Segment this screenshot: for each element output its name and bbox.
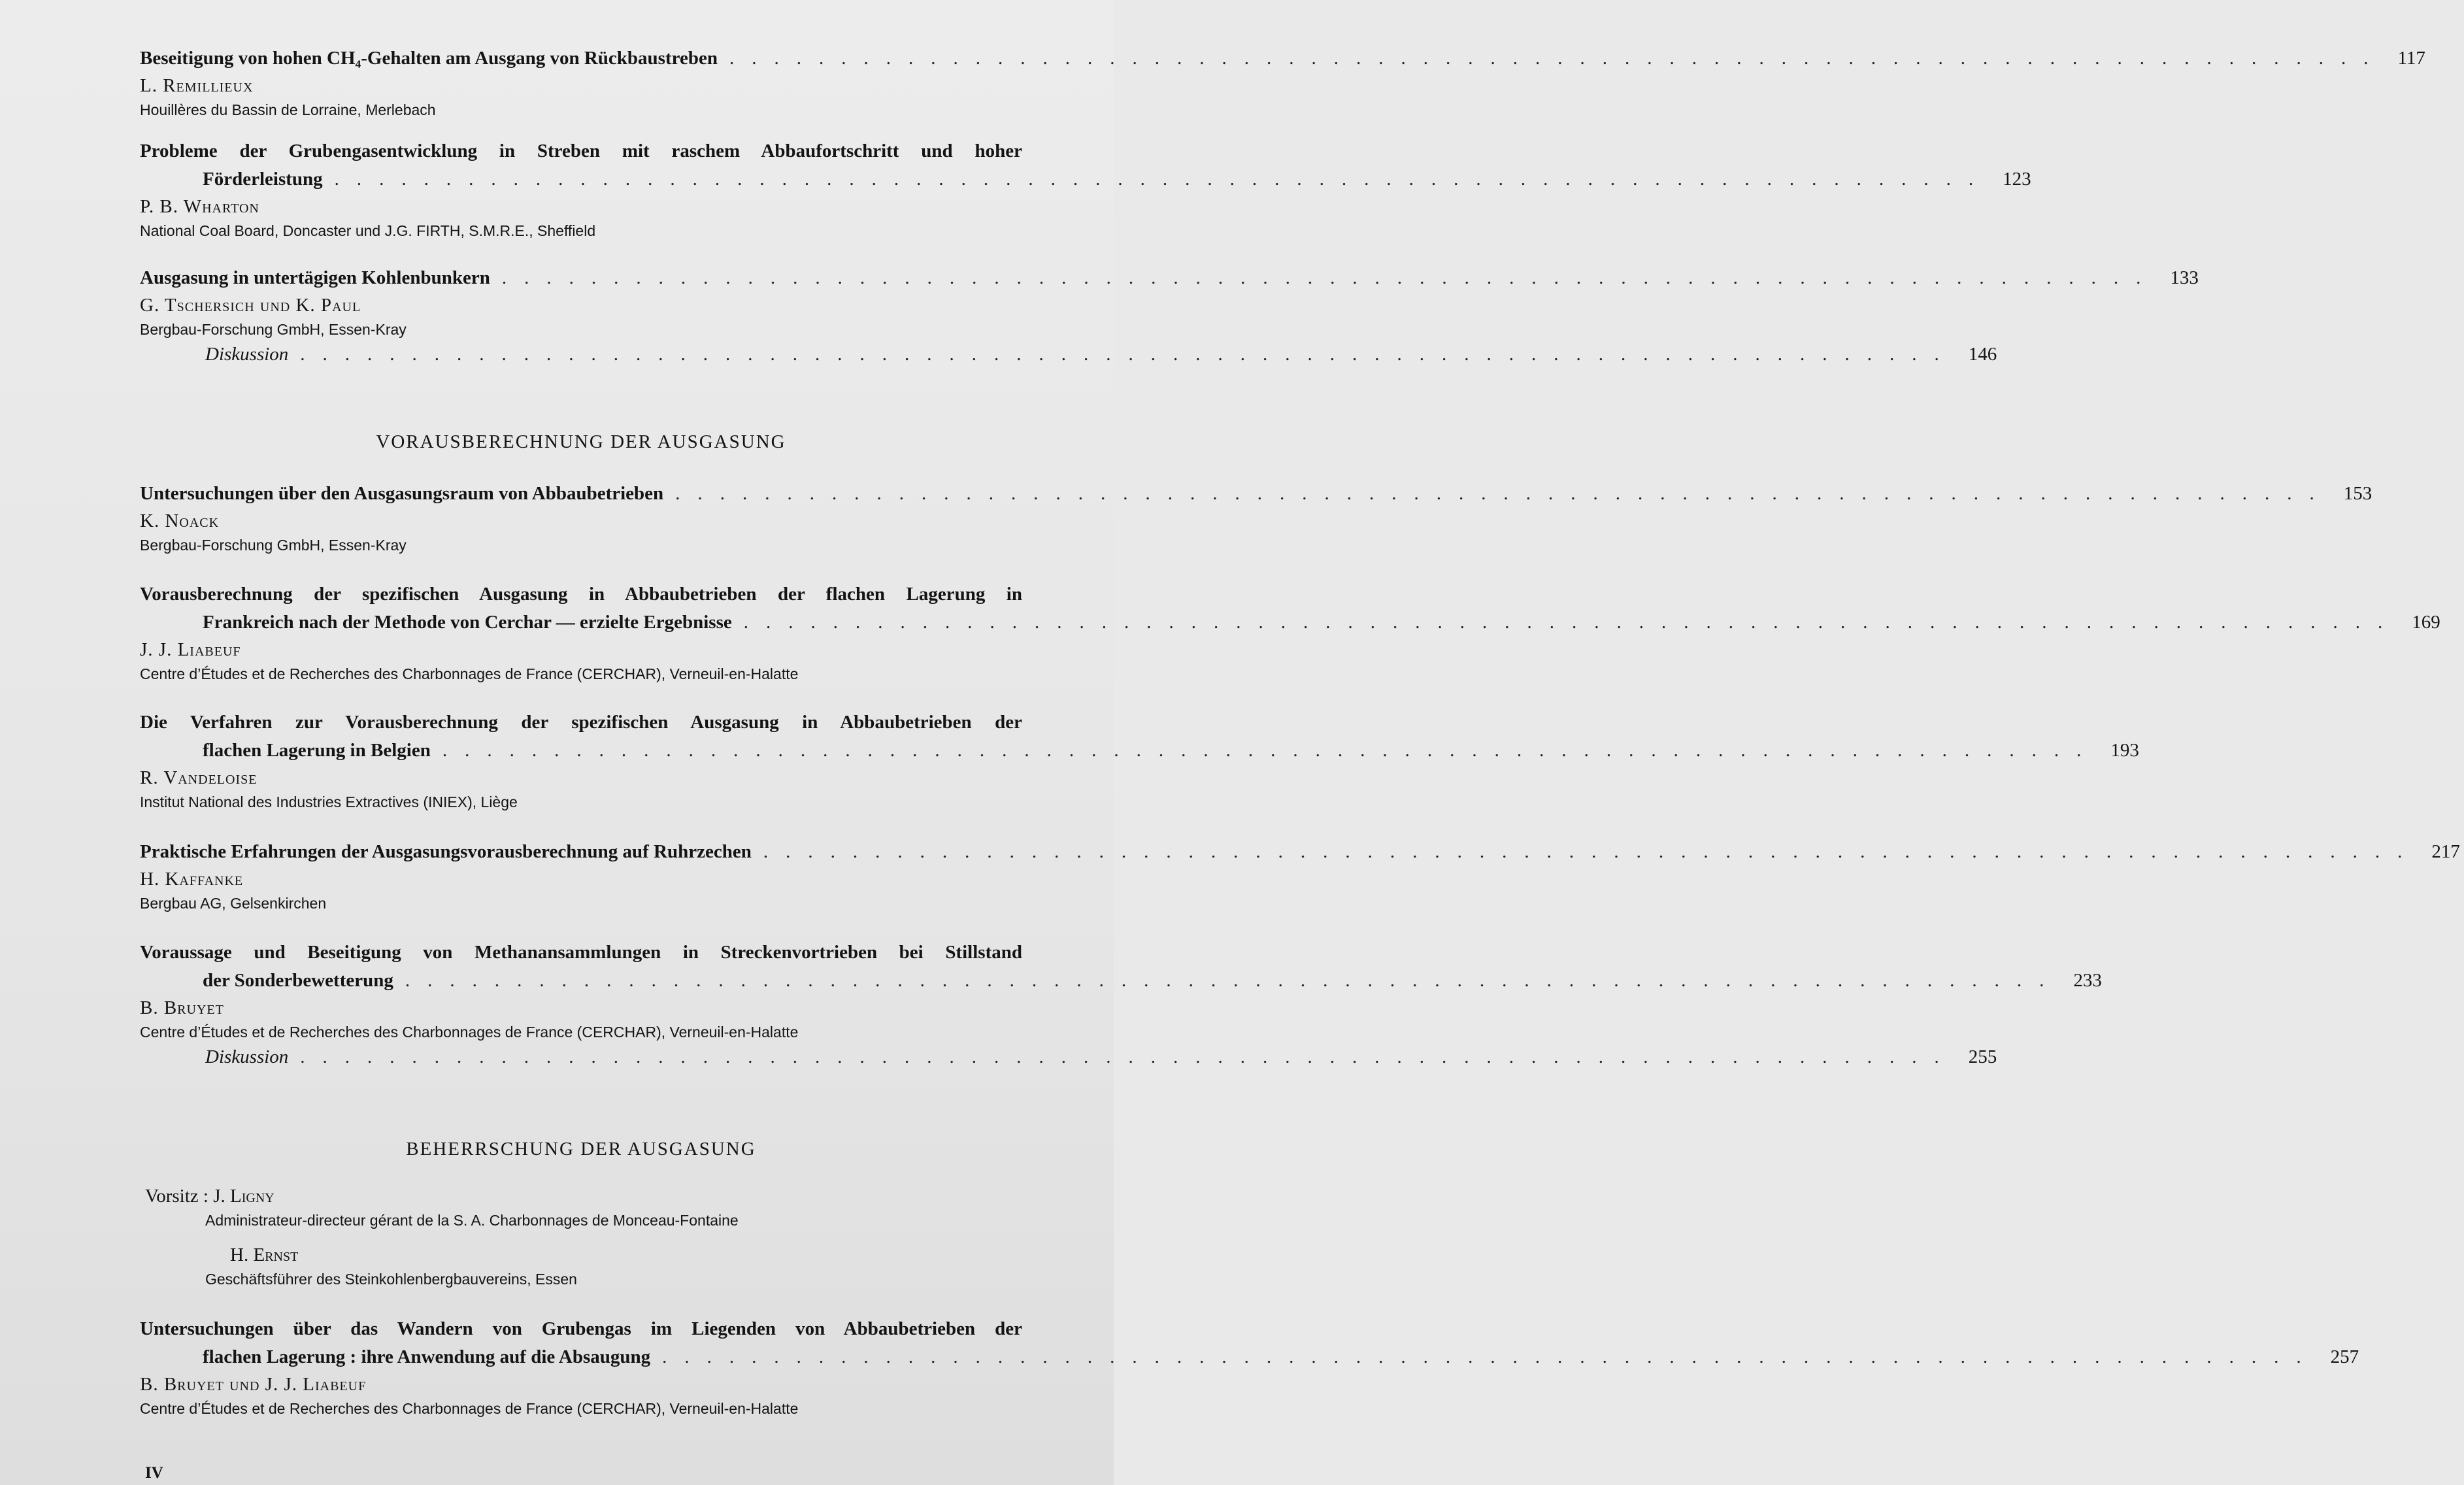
- chair-label: Vorsitz :: [145, 1186, 208, 1207]
- toc-entry: [140, 137, 2031, 242]
- entry-title-line: Untersuchungen über das Wandern von Grubengas im Liegenden von Abbaubetrieben der: [140, 1318, 1022, 1339]
- entry-author: H. Kaffanke: [140, 869, 244, 890]
- page-number: 123: [2003, 169, 2031, 190]
- chair-affiliation: Geschäftsführer des Steinkohlenbergbauvereins, Essen: [205, 1271, 577, 1288]
- entry-title-line: [140, 609, 2440, 637]
- leader-dots: ..........................................................................: [729, 48, 2386, 69]
- entry-title: Praktische Erfahrungen der Ausgasungsvorausberechnung auf Ruhrzechen: [140, 841, 752, 862]
- page-folio: IV: [145, 1464, 163, 1482]
- page-number: 153: [2343, 483, 2372, 504]
- entry-author: K. Noack: [140, 510, 220, 531]
- toc-entry: [140, 580, 2440, 685]
- leader-dots: ..........................................................................: [763, 841, 2420, 862]
- section-heading: BEHERRSCHUNG DER AUSGASUNG: [406, 1139, 756, 1160]
- entry-author: P. B. Wharton: [140, 196, 259, 217]
- entry-affiliation: Institut National des Industries Extractives (INIEX), Liège: [140, 793, 518, 810]
- entry-affiliation: Centre d’Études et de Recherches des Charbonnages de France (CERCHAR), Verneuil-en-Halatte: [140, 1024, 799, 1041]
- entry-title: Frankreich nach der Methode von Cerchar — erzielte Ergebnisse: [203, 612, 732, 633]
- page-number: 193: [2110, 740, 2139, 761]
- toc-entry: [140, 44, 2425, 121]
- entry-affiliation: Bergbau AG, Gelsenkirchen: [140, 895, 327, 912]
- entry-title-line: Voraussage und Beseitigung von Methanansammlungen in Streckenvortrieben bei Stillstand: [140, 942, 1022, 963]
- entry-title-line: [140, 264, 2199, 292]
- page-number: 146: [1968, 344, 1997, 365]
- leader-dots: ..........................................................................: [405, 970, 2062, 991]
- leader-dots: ..........................................................................: [501, 267, 2159, 288]
- entry-author: B. Bruyet und J. J. Liabeuf: [140, 1374, 367, 1395]
- page-number: 233: [2073, 970, 2102, 991]
- leader-dots: ..........................................................................: [675, 483, 2332, 504]
- entry-author: J. J. Liabeuf: [140, 639, 241, 660]
- entry-author: G. Tschersich und K. Paul: [140, 295, 361, 316]
- entry-title-line: Die Verfahren zur Vorausberechnung der spezifischen Ausgasung in Abbaubetrieben der: [140, 712, 1022, 733]
- leader-dots: ..........................................................................: [743, 612, 2401, 633]
- entry-affiliation: Centre d’Études et de Recherches des Charbonnages de France (CERCHAR), Verneuil-en-Halatte: [140, 1400, 799, 1417]
- entry-affiliation: Houillères du Bassin de Lorraine, Merlebach: [140, 101, 436, 118]
- entry-title: der Sonderbewetterung: [203, 970, 393, 991]
- toc-entry: [140, 838, 2460, 914]
- toc-entry: [140, 939, 2102, 1071]
- chair-line: [145, 1183, 1021, 1209]
- entry-title-line: [140, 480, 2372, 508]
- discussion-label: Diskussion: [205, 1046, 289, 1067]
- section-heading: VORAUSBERECHNUNG DER AUSGASUNG: [376, 431, 786, 452]
- entry-title-line: [140, 1343, 2359, 1371]
- page-number: 133: [2170, 267, 2199, 288]
- entry-title-line: Probleme der Grubengasentwicklung in Streben mit raschem Abbaufortschritt und hoher: [140, 141, 1022, 161]
- chair-person: H. Ernst: [230, 1244, 299, 1265]
- toc-entry: [140, 1315, 2359, 1420]
- leader-dots: ..........................................................................: [442, 740, 2099, 761]
- entry-title: flachen Lagerung : ihre Anwendung auf die Absaugung: [203, 1346, 651, 1367]
- entry-title-line: [140, 165, 2031, 193]
- entry-title-line: Vorausberechnung der spezifischen Ausgasung in Abbaubetrieben der flachen Lagerung in: [140, 584, 1022, 605]
- entry-title: Ausgasung in untertägigen Kohlenbunkern: [140, 267, 490, 288]
- entry-title: flachen Lagerung in Belgien: [203, 740, 431, 761]
- entry-title: Beseitigung von hohen CH₄-Gehalten am Ausgang von Rückbaustreben: [140, 48, 718, 69]
- entry-affiliation: Centre d’Études et de Recherches des Charbonnages de France (CERCHAR), Verneuil-en-Halatte: [140, 665, 799, 682]
- entry-author: R. Vandeloise: [140, 767, 258, 788]
- page-number: 217: [2431, 841, 2460, 862]
- toc-entry: [140, 480, 2372, 556]
- discussion-line: [140, 341, 1997, 369]
- entry-affiliation: Bergbau-Forschung GmbH, Essen-Kray: [140, 537, 407, 554]
- entry-title-line: [140, 838, 2460, 866]
- entry-title-line: [140, 737, 2139, 765]
- entry-title: Förderleistung: [203, 169, 323, 190]
- chair-affiliation: Administrateur-directeur gérant de la S. A. Charbonnages de Monceau-Fontaine: [205, 1212, 739, 1229]
- page-number: 169: [2412, 612, 2440, 633]
- chair-person: J. Ligny: [213, 1186, 275, 1207]
- entry-author: L. Remillieux: [140, 75, 254, 96]
- toc-entry: [140, 709, 2139, 813]
- entry-affiliation: National Coal Board, Doncaster und J.G. FIRTH, S.M.R.E., Sheffield: [140, 222, 596, 239]
- leader-dots: ..........................................................................: [300, 1046, 1957, 1067]
- entry-title-line: [140, 967, 2102, 995]
- page-number: 117: [2397, 48, 2425, 69]
- discussion-line: [140, 1043, 1997, 1071]
- entry-affiliation: Bergbau-Forschung GmbH, Essen-Kray: [140, 321, 407, 338]
- leader-dots: ..........................................................................: [300, 344, 1957, 365]
- entry-title-line: [140, 44, 2425, 73]
- discussion-label: Diskussion: [205, 344, 289, 365]
- session-chair: [145, 1183, 1021, 1290]
- entry-title: Untersuchungen über den Ausgasungsraum von Abbaubetrieben: [140, 483, 664, 504]
- leader-dots: ..........................................................................: [662, 1346, 2319, 1367]
- toc-entry: [140, 264, 2199, 369]
- page-number: 255: [1968, 1046, 1997, 1067]
- entry-author: B. Bruyet: [140, 997, 224, 1018]
- page-number: 257: [2330, 1346, 2359, 1367]
- leader-dots: ..........................................................................: [334, 169, 1991, 190]
